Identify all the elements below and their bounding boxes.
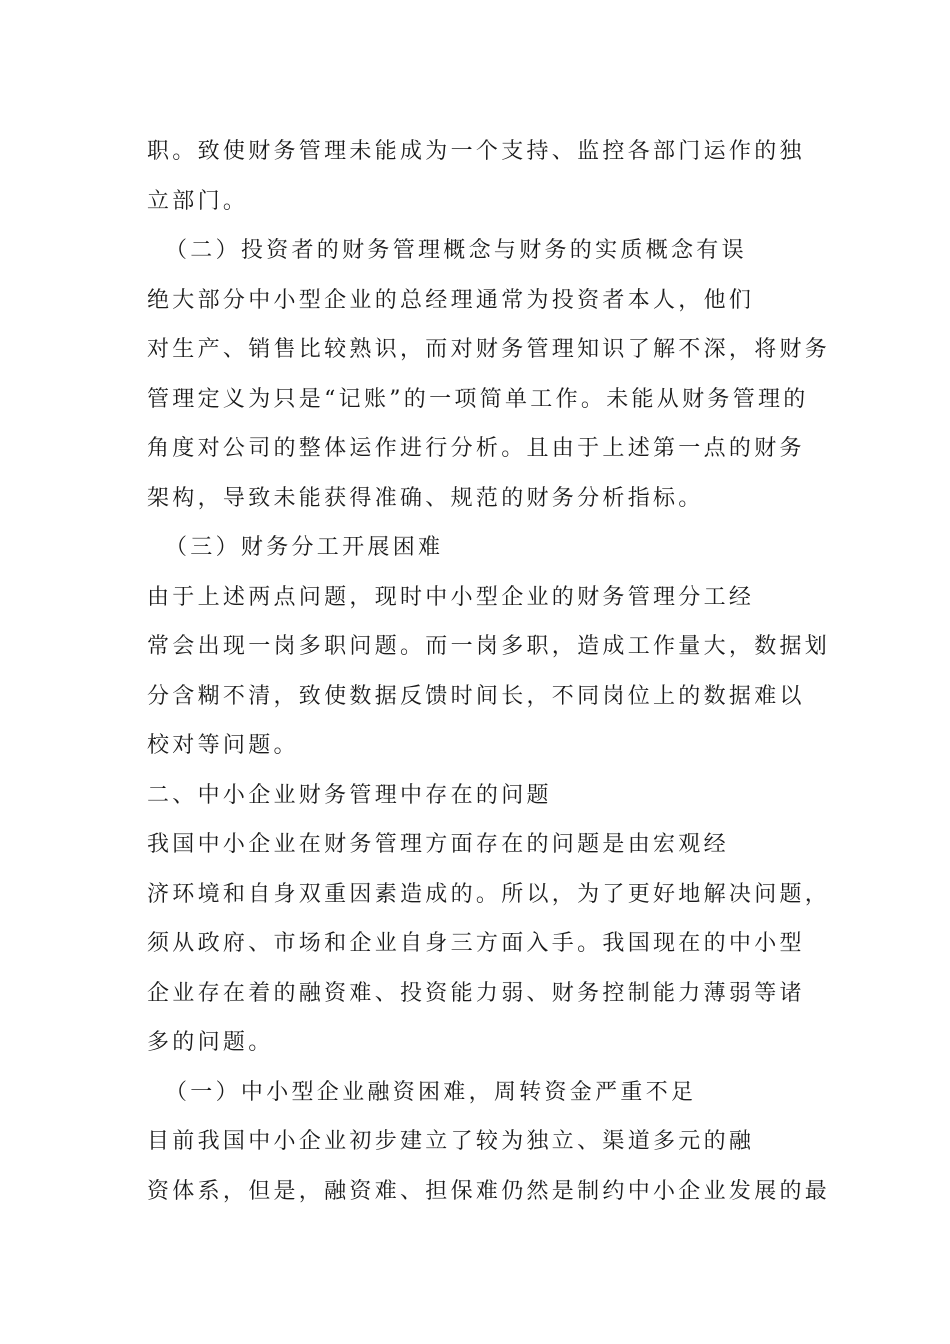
section-heading-1: （一）中小型企业融资困难，周转资金严重不足 <box>165 1080 697 1105</box>
section-heading-2: （二）投资者的财务管理概念与财务的实质概念有误 <box>165 238 747 263</box>
text-line-18: 企业存在着的融资难、投资能力弱、财务控制能力薄弱等诸 <box>147 981 805 1006</box>
text-line-21: 目前我国中小企业初步建立了较为独立、渠道多元的融 <box>147 1129 755 1154</box>
text-line-22: 资体系，但是，融资难、担保难仍然是制约中小企业发展的最 <box>147 1179 831 1204</box>
text-line-11: 常会出现一岗多职问题。而一岗多职，造成工作量大，数据划 <box>147 634 831 659</box>
text-line-7: 角度对公司的整体运作进行分析。且由于上述第一点的财务 <box>147 436 805 461</box>
chapter-heading-2: 二、中小企业财务管理中存在的问题 <box>147 783 552 808</box>
text-line-16: 济环境和自身双重因素造成的。所以，为了更好地解决问题， <box>147 882 831 907</box>
text-line-1: 职。致使财务管理未能成为一个支持、监控各部门运作的独 <box>147 139 805 164</box>
section-heading-3: （三）财务分工开展困难 <box>165 535 444 560</box>
text-line-15: 我国中小企业在财务管理方面存在的问题是由宏观经 <box>147 832 729 857</box>
text-line-6: 管理定义为只是“记账”的一项简单工作。未能从财务管理的 <box>147 387 809 412</box>
text-line-17: 须从政府、市场和企业自身三方面入手。我国现在的中小型 <box>147 931 805 956</box>
text-line-10: 由于上述两点问题，现时中小型企业的财务管理分工经 <box>147 585 755 610</box>
text-line-13: 校对等问题。 <box>147 733 299 758</box>
text-line-5: 对生产、销售比较熟识，而对财务管理知识了解不深，将财务 <box>147 337 831 362</box>
text-line-12: 分含糊不清，致使数据反馈时间长，不同岗位上的数据难以 <box>147 684 805 709</box>
text-line-8: 架构，导致未能获得准确、规范的财务分析指标。 <box>147 486 704 511</box>
text-line-2: 立部门。 <box>147 189 249 214</box>
text-line-4: 绝大部分中小型企业的总经理通常为投资者本人，他们 <box>147 288 755 313</box>
text-line-19: 多的问题。 <box>147 1030 274 1055</box>
